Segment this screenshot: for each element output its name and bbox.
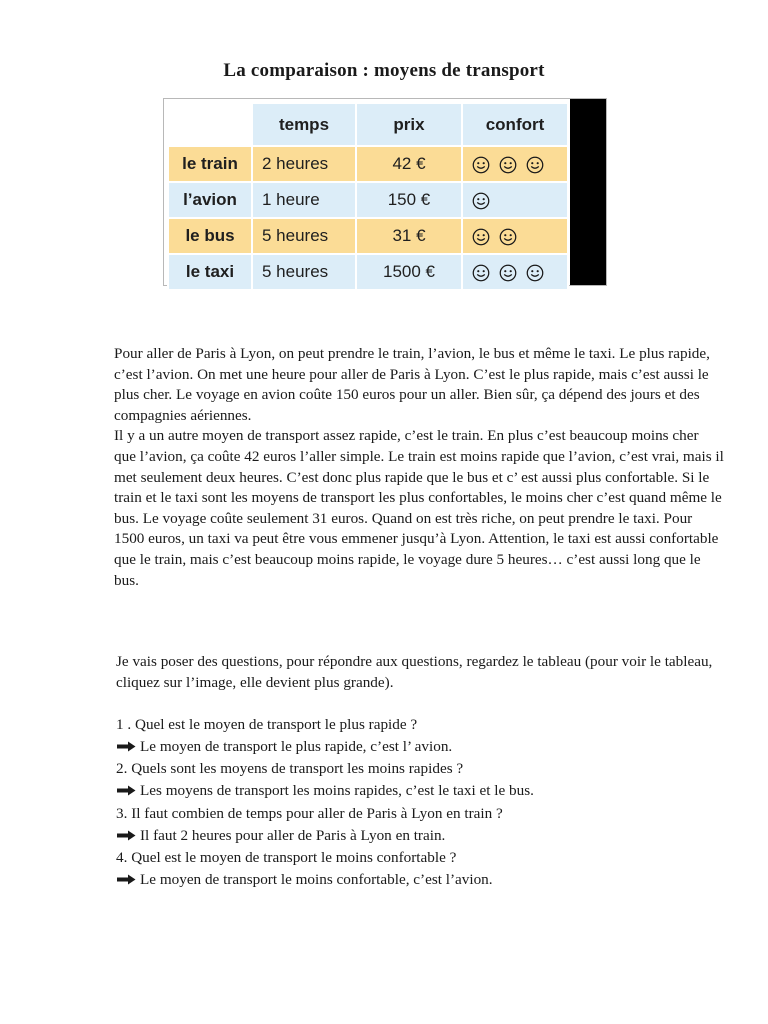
row-mode-cell: le train	[168, 146, 252, 182]
smiley-icon	[499, 264, 517, 282]
questions-intro: Je vais poser des questions, pour répondre aux questions, regardez le tableau (pour voir le tableau, cliquez sur l’image, elle devient plus grande).	[116, 653, 713, 691]
row-temps-cell: 5 heures	[252, 218, 356, 254]
table-row	[168, 182, 568, 218]
arrow-icon	[116, 737, 136, 759]
smiley-icon	[472, 192, 490, 210]
header-cell-prix: prix	[356, 103, 462, 146]
row-prix-cell: 31 €	[356, 218, 462, 254]
row-prix-cell: 150 €	[356, 182, 462, 218]
row-prix-cell: 42 €	[356, 146, 462, 182]
smiley-icon	[472, 264, 490, 282]
row-confort-cell	[462, 254, 568, 290]
arrow-icon	[116, 826, 136, 848]
smiley-icon	[472, 228, 490, 246]
table-row	[168, 146, 568, 182]
smiley-icon	[472, 156, 490, 174]
answer-text: Les moyens de transport les moins rapides, c’est le taxi et le bus.	[140, 782, 534, 800]
table-row	[168, 254, 568, 290]
row-temps-cell: 1 heure	[252, 182, 356, 218]
body-paragraph: Pour aller de Paris à Lyon, on peut prendre le train, l’avion, le bus et même le taxi. Le plus rapide, c’est l’avion. On met une heure pour aller de Paris à Lyon. C’est le plus rapide, mais c’est aussi le plus cher. Le voyage en avion coûte 150 euros pour un aller. Bien sûr, ça dépend des jours et des compagnies aériennes. Il y a un autre moyen de transport assez rapide, c’est le train. En plus c’est beaucoup moins cher que l’avion, ça coûte 42 euros l’aller simple. Le train est moins rapide que l’avion, c’est vrai, mais il met seulement deux heures. C’est donc plus rapide que le bus et c’ est aussi plus confortable. Si le train et le taxi sont les moyens de transport les plus confortables, le moins cher c’est quand même le bus. Le voyage coûte seulement 31 euros. Quand on est très riche, on peut prendre le taxi. Pour 1500 euros, un taxi va peut être vous emmener jusqu’à Lyon. Attention, le taxi est aussi confortable que le train, mais c’est beaucoup moins rapide, le voyage dure 5 heures… c’est aussi long que le bus.	[114, 345, 724, 589]
answer-text: Il faut 2 heures pour aller de Paris à Lyon en train.	[140, 826, 446, 844]
transport-table-image[interactable]	[163, 98, 607, 286]
smiley-icon	[499, 156, 517, 174]
header-cell-empty	[168, 103, 252, 146]
question-line: 1 . Quel est le moyen de transport le plus rapide ?	[116, 716, 418, 733]
transport-table	[167, 102, 569, 291]
table-header-row	[168, 103, 568, 146]
question-line: 4. Quel est le moyen de transport le moins confortable ?	[116, 849, 457, 867]
qa-list	[116, 714, 736, 892]
row-mode-cell: l’avion	[168, 182, 252, 218]
table-inner	[164, 99, 570, 285]
row-temps-cell: 2 heures	[252, 146, 356, 182]
arrow-icon	[116, 781, 136, 803]
smiley-icon	[499, 228, 517, 246]
answer-line	[116, 736, 736, 759]
answer-text: Le moyen de transport le plus rapide, c’est l’ avion.	[140, 737, 453, 755]
row-prix-cell: 1500 €	[356, 254, 462, 290]
smiley-icon	[526, 156, 544, 174]
header-cell-confort: confort	[462, 103, 568, 146]
answer-line	[116, 869, 736, 892]
row-confort-cell	[462, 182, 568, 218]
row-mode-cell: le taxi	[168, 254, 252, 290]
answer-line	[116, 780, 736, 803]
smiley-icon	[526, 264, 544, 282]
arrow-icon	[116, 870, 136, 892]
table-row	[168, 218, 568, 254]
row-mode-cell: le bus	[168, 218, 252, 254]
row-confort-cell	[462, 146, 568, 182]
page-title: La comparaison : moyens de transport	[223, 60, 545, 81]
header-cell-temps: temps	[252, 103, 356, 146]
answer-text: Le moyen de transport le moins confortable, c’est l’avion.	[140, 870, 493, 888]
table-body	[168, 146, 568, 290]
question-line: 2. Quels sont les moyens de transport les moins rapides ?	[116, 760, 464, 778]
row-temps-cell: 5 heures	[252, 254, 356, 290]
answer-line	[116, 825, 736, 848]
question-line: 3. Il faut combien de temps pour aller de Paris à Lyon en train ?	[116, 804, 503, 822]
row-confort-cell	[462, 218, 568, 254]
